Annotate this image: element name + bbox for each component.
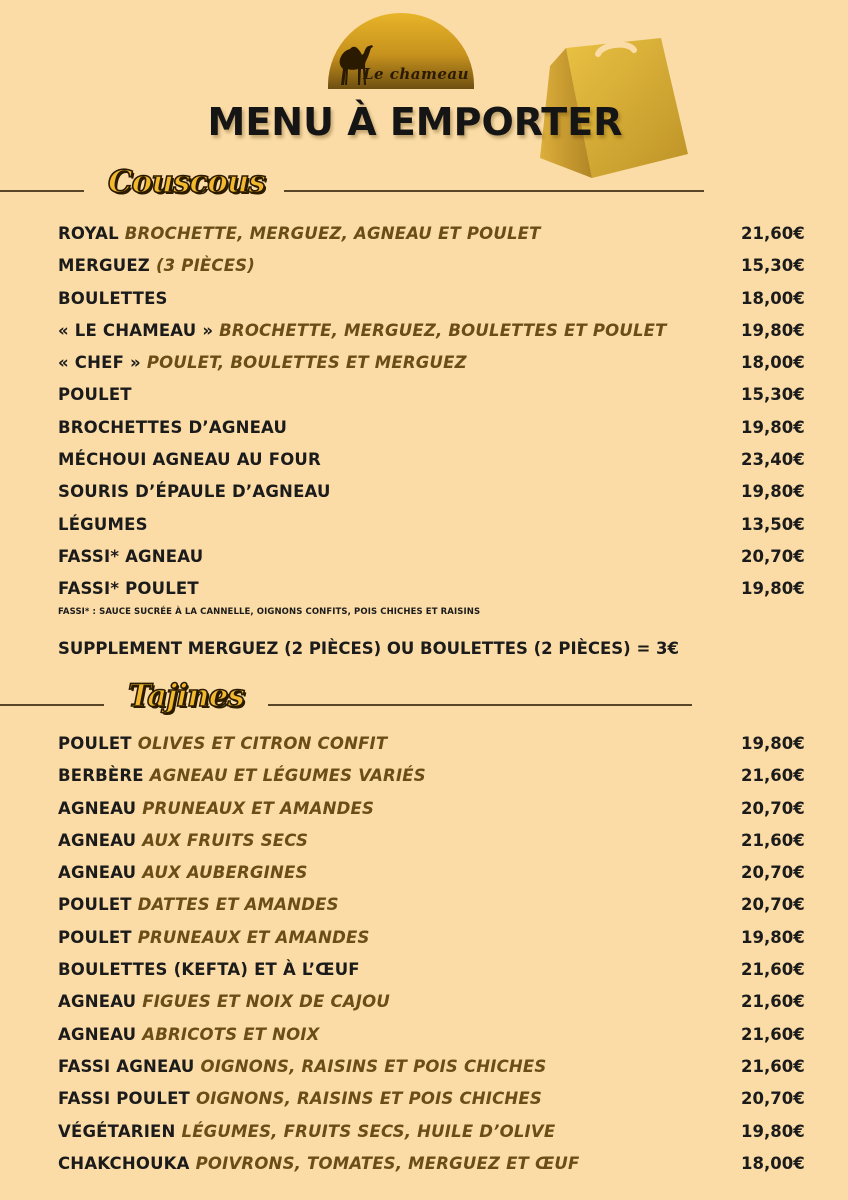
- menu-item-name: [58, 895, 339, 914]
- menu-item-name: [58, 515, 148, 534]
- menu-item-name: [58, 831, 308, 850]
- menu-item-description: AGNEAU ET LÉGUMES VARIÉS: [149, 766, 426, 786]
- menu-item-title: FASSI AGNEAU: [58, 1056, 195, 1076]
- menu-item-title: BOULETTES: [58, 288, 168, 308]
- logo-text: Le chameau: [362, 65, 470, 83]
- menu-item-price: 15,30€: [741, 256, 805, 276]
- menu-item-price: 19,80€: [741, 482, 805, 502]
- menu-item-description: POIVRONS, TOMATES, MERGUEZ ET ŒUF: [195, 1153, 580, 1173]
- menu-item-title: VÉGÉTARIEN: [58, 1121, 176, 1141]
- menu-item-name: [58, 960, 360, 979]
- menu-item-description: AUX FRUITS SECS: [142, 830, 309, 850]
- menu-item-name: [58, 734, 387, 753]
- menu-item-title: POULET: [58, 895, 132, 915]
- menu-item-name: [58, 482, 331, 501]
- menu-item-title: FASSI* POULET: [58, 579, 199, 599]
- menu-item: [58, 418, 818, 450]
- menu-item-title: AGNEAU: [58, 863, 137, 883]
- menu-item-price: 19,80€: [741, 927, 805, 947]
- menu-item-price: 19,80€: [741, 1121, 805, 1141]
- menu-item-name: [58, 256, 255, 275]
- menu-item-name: [58, 579, 199, 598]
- menu-item-price: 19,80€: [741, 579, 805, 599]
- divider: [0, 704, 104, 706]
- supplement-note: SUPPLEMENT MERGUEZ (2 PIÈCES) OU BOULETTES (2 PIÈCES) = 3€: [58, 639, 679, 658]
- menu-item-title: POULET: [58, 734, 132, 753]
- menu-item-description: FIGUES ET NOIX DE CAJOU: [142, 992, 390, 1012]
- menu-item-price: 13,50€: [741, 514, 805, 534]
- menu-item-name: [58, 224, 541, 243]
- menu-item: [58, 1154, 818, 1186]
- menu-item: [58, 515, 818, 547]
- menu-item-name: [58, 1057, 546, 1076]
- menu-item-description: LÉGUMES, FRUITS SECS, HUILE D’OLIVE: [181, 1121, 556, 1141]
- menu-item-price: 19,80€: [741, 417, 805, 437]
- menu-item: [58, 1089, 818, 1121]
- divider: [268, 704, 692, 706]
- menu-item-name: [58, 1089, 542, 1108]
- page-title: MENU À EMPORTER: [207, 100, 623, 144]
- menu-item-title: MERGUEZ: [58, 256, 150, 276]
- menu-item-title: POULET: [58, 927, 132, 947]
- menu-item-title: MÉCHOUI AGNEAU AU FOUR: [58, 450, 321, 470]
- menu-item-price: 21,60€: [741, 224, 805, 243]
- menu-item-description: BROCHETTE, MERGUEZ, BOULETTES ET POULET: [219, 320, 667, 340]
- menu-item-title: AGNEAU: [58, 830, 137, 850]
- menu-item-title: FASSI POULET: [58, 1089, 191, 1109]
- menu-item: [58, 960, 818, 992]
- menu-item-title: LÉGUMES: [58, 514, 148, 534]
- menu-item-description: (3 PIÈCES): [155, 256, 256, 276]
- menu-item-price: 21,60€: [741, 1056, 805, 1076]
- menu-item-name: [58, 450, 321, 469]
- menu-item: [58, 992, 818, 1024]
- menu-item: [58, 928, 818, 960]
- menu-item-price: 19,80€: [741, 320, 805, 340]
- menu-item-price: 21,60€: [741, 830, 805, 850]
- menu-item-title: AGNEAU: [58, 1024, 137, 1044]
- menu-item-name: [58, 863, 308, 882]
- couscous-heading: Couscous: [108, 164, 265, 200]
- menu-item: [58, 289, 818, 321]
- menu-item: [58, 1057, 818, 1089]
- menu-item-title: BERBÈRE: [58, 766, 144, 786]
- menu-item-price: 21,60€: [741, 766, 805, 786]
- menu-item-price: 19,80€: [741, 734, 805, 753]
- menu-item: [58, 256, 818, 288]
- menu-item: [58, 321, 818, 353]
- menu-item-title: « LE CHAMEAU »: [58, 320, 214, 340]
- menu-item-name: [58, 1154, 580, 1173]
- menu-item-price: 20,70€: [741, 895, 805, 915]
- divider: [284, 190, 704, 192]
- couscous-section-header: [0, 162, 848, 212]
- menu-item: [58, 482, 818, 514]
- menu-item-price: 20,70€: [741, 1089, 805, 1109]
- menu-item: [58, 831, 818, 863]
- menu-item: [58, 224, 818, 256]
- menu-item-description: OIGNONS, RAISINS ET POIS CHICHES: [200, 1056, 547, 1076]
- menu-item-description: OLIVES ET CITRON CONFIT: [137, 734, 388, 753]
- menu-item-name: [58, 289, 168, 308]
- menu-item-title: FASSI* AGNEAU: [58, 546, 204, 566]
- menu-item-title: CHAKCHOUKA: [58, 1153, 190, 1173]
- menu-item-description: PRUNEAUX ET AMANDES: [137, 927, 370, 947]
- menu-item-name: [58, 928, 370, 947]
- menu-item-description: PRUNEAUX ET AMANDES: [142, 798, 375, 818]
- menu-item: [58, 799, 818, 831]
- menu-item-title: « CHEF »: [58, 353, 141, 373]
- menu-item-price: 21,60€: [741, 1024, 805, 1044]
- menu-item: [58, 895, 818, 927]
- menu-item-price: 21,60€: [741, 960, 805, 980]
- divider: [0, 190, 84, 192]
- menu-item-price: 20,70€: [741, 546, 805, 566]
- menu-item-price: 18,00€: [741, 1153, 805, 1173]
- menu-item-name: [58, 547, 203, 566]
- menu-item-title: POULET: [58, 385, 132, 405]
- menu-item-price: 20,70€: [741, 863, 805, 883]
- menu-item-description: AUX AUBERGINES: [142, 863, 308, 883]
- menu-item-description: OIGNONS, RAISINS ET POIS CHICHES: [195, 1089, 542, 1109]
- menu-item-title: BROCHETTES D’AGNEAU: [58, 417, 288, 437]
- menu-item: [58, 450, 818, 482]
- couscous-menu-list: [58, 224, 818, 612]
- restaurant-logo: [328, 13, 474, 91]
- menu-item-price: 23,40€: [741, 450, 805, 470]
- menu-item-price: 15,30€: [741, 385, 805, 405]
- menu-item-name: [58, 766, 426, 785]
- menu-item: [58, 863, 818, 895]
- menu-item-name: [58, 418, 287, 437]
- menu-item-description: ABRICOTS ET NOIX: [142, 1024, 320, 1044]
- menu-item-description: DATTES ET AMANDES: [137, 895, 339, 915]
- tajines-menu-list: [58, 734, 818, 1186]
- menu-item-title: AGNEAU: [58, 992, 137, 1012]
- menu-item-name: [58, 1122, 555, 1141]
- menu-item: [58, 1025, 818, 1057]
- menu-item-price: 21,60€: [741, 992, 805, 1012]
- menu-item-name: [58, 799, 374, 818]
- menu-item-name: [58, 1025, 320, 1044]
- menu-item-name: [58, 353, 467, 372]
- menu-item-price: 18,00€: [741, 288, 805, 308]
- menu-item: [58, 766, 818, 798]
- menu-item-title: SOURIS D’ÉPAULE D’AGNEAU: [58, 482, 331, 502]
- menu-item-title: AGNEAU: [58, 798, 137, 818]
- menu-item-description: BROCHETTE, MERGUEZ, AGNEAU ET POULET: [124, 224, 541, 243]
- tajines-section-header: [0, 676, 848, 726]
- fassi-footnote: FASSI* : SAUCE SUCRÉE À LA CANNELLE, OIGNONS CONFITS, POIS CHICHES ET RAISINS: [58, 607, 481, 617]
- menu-item-price: 20,70€: [741, 798, 805, 818]
- menu-item: [58, 734, 818, 766]
- tajines-heading: Tajines: [128, 678, 244, 714]
- menu-item-title: ROYAL: [58, 224, 119, 243]
- menu-item-name: [58, 385, 132, 404]
- menu-item-price: 18,00€: [741, 353, 805, 373]
- menu-item: [58, 547, 818, 579]
- menu-item: [58, 1122, 818, 1154]
- menu-item-description: POULET, BOULETTES ET MERGUEZ: [146, 353, 467, 373]
- menu-item: [58, 385, 818, 417]
- menu-item-name: [58, 321, 667, 340]
- menu-item: [58, 353, 818, 385]
- menu-item-title: BOULETTES (KEFTA) ET À L’ŒUF: [58, 960, 360, 980]
- menu-item-name: [58, 992, 390, 1011]
